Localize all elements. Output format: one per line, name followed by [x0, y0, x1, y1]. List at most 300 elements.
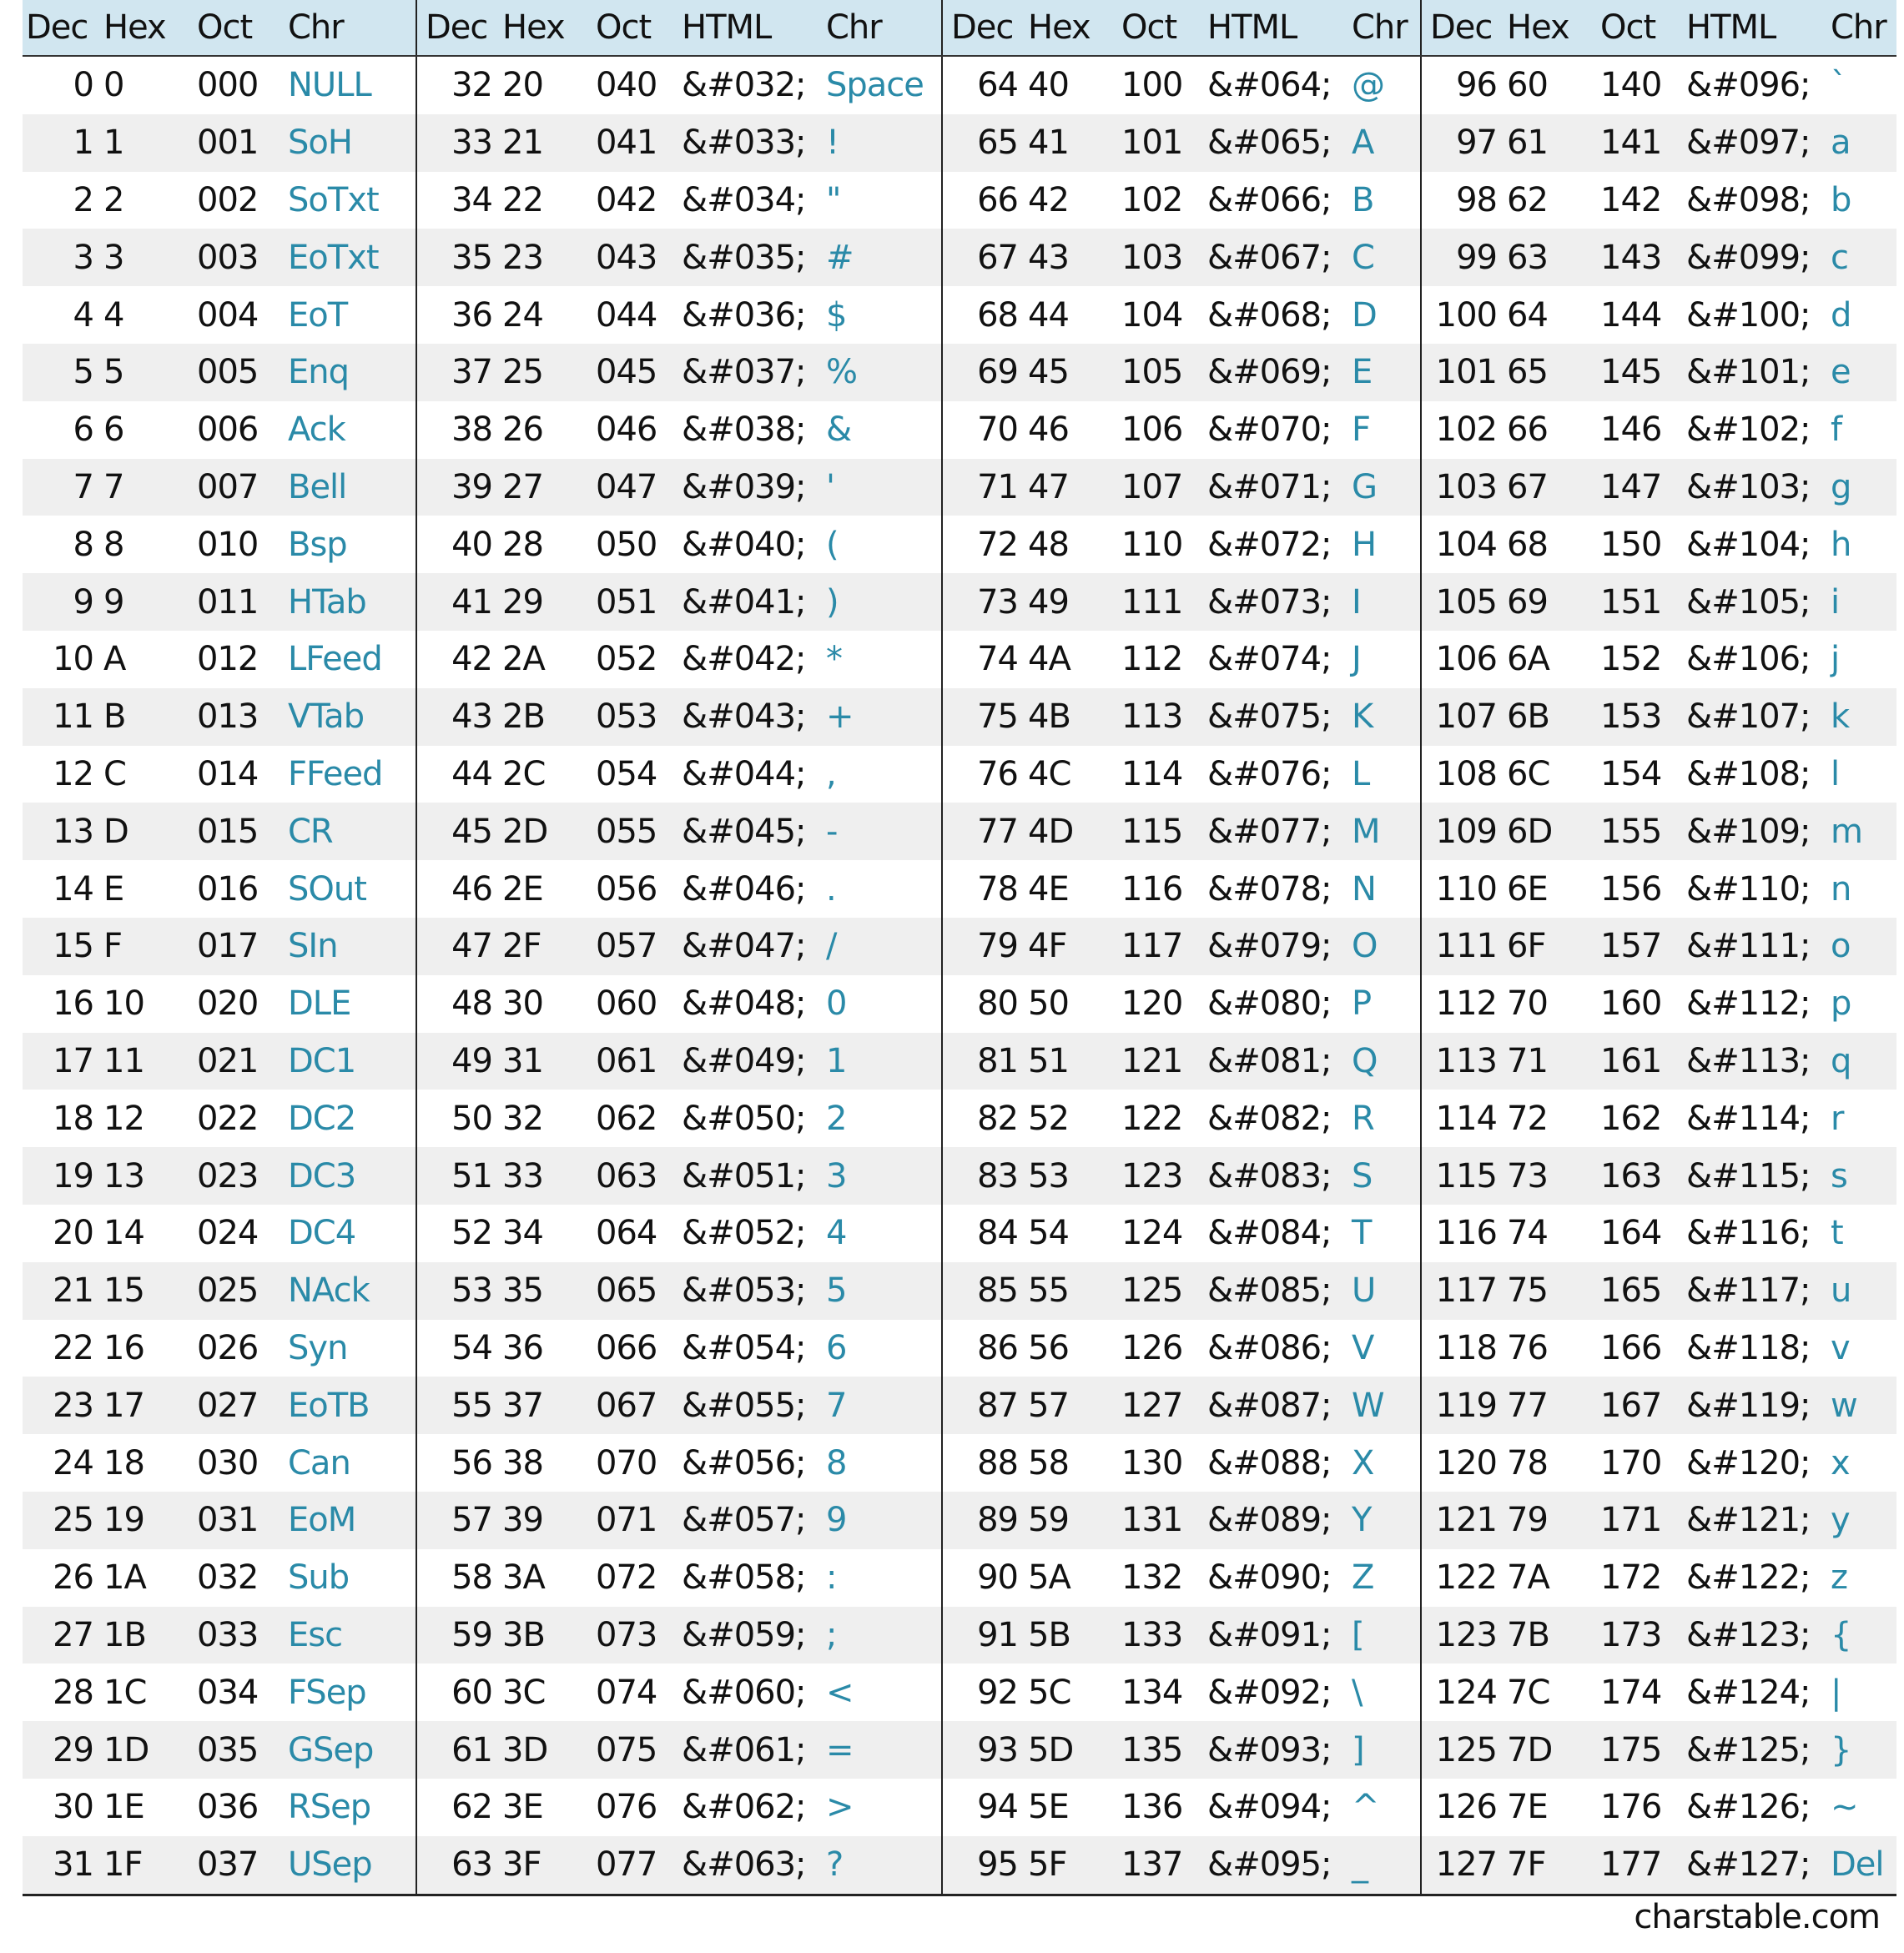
hex-cell: 64 — [1507, 295, 1548, 335]
hex-cell: 58 — [1028, 1443, 1069, 1482]
char-cell: t — [1831, 1214, 1843, 1253]
char-cell: U — [1347, 1262, 1421, 1320]
hex-cell: 1F — [103, 1836, 197, 1895]
dec-cell: 43 — [416, 688, 502, 746]
html-entity-cell: &#065; — [1207, 114, 1347, 172]
hex-cell: 4D — [1028, 803, 1121, 860]
dec-cell: 54 — [416, 1320, 502, 1377]
oct-cell: 014 — [197, 754, 259, 793]
hex-cell: 42 — [1028, 180, 1069, 219]
char-cell: Bsp — [288, 525, 347, 564]
hex-cell: 7 — [103, 459, 197, 516]
char-cell: I — [1347, 573, 1421, 631]
char-cell: ] — [1347, 1721, 1421, 1779]
table-row — [23, 401, 1896, 459]
hex-cell: 0 — [103, 66, 124, 105]
hex-cell: 70 — [1507, 984, 1548, 1024]
char-cell: w — [1826, 1377, 1896, 1434]
html-entity-cell: &#085; — [1207, 1262, 1347, 1320]
hex-cell: 62 — [1507, 180, 1548, 219]
oct-cell: 166 — [1600, 1328, 1662, 1367]
hex-cell: 7D — [1507, 1721, 1600, 1779]
table-row — [23, 573, 1896, 631]
dec-cell: 14 — [53, 869, 93, 909]
hex-cell: 32 — [502, 1099, 543, 1138]
char-cell: d — [1831, 295, 1851, 335]
dec-cell: 60 — [416, 1664, 502, 1721]
char-cell: = — [821, 1721, 942, 1779]
dec-cell: 15 — [23, 918, 103, 975]
oct-cell: 021 — [197, 1033, 283, 1090]
hex-cell: 26 — [502, 410, 543, 450]
oct-cell: 055 — [596, 803, 682, 860]
dec-cell: 41 — [416, 573, 502, 631]
oct-cell: 053 — [596, 688, 682, 746]
dec-cell: 46 — [416, 860, 502, 918]
dec-cell: 101 — [1421, 344, 1507, 401]
dec-cell: 78 — [942, 860, 1028, 918]
table-row — [23, 114, 1896, 172]
html-entity-cell: &#038; — [682, 410, 806, 450]
hex-cell: 5A — [1028, 1558, 1070, 1598]
char-cell: D — [1352, 295, 1377, 335]
char-cell: | — [1831, 1673, 1841, 1712]
table-row — [23, 1090, 1896, 1147]
oct-cell: 071 — [596, 1492, 682, 1549]
dec-cell: 110 — [1421, 860, 1507, 918]
oct-cell: 022 — [197, 1099, 259, 1138]
oct-cell: 043 — [596, 229, 682, 286]
dec-cell: 126 — [1421, 1779, 1507, 1836]
html-entity-cell: &#078; — [1207, 869, 1332, 909]
oct-cell: 033 — [197, 1607, 283, 1664]
hex-cell: 6 — [103, 410, 124, 450]
oct-cell: 007 — [197, 459, 283, 516]
oct-cell: 056 — [596, 869, 657, 909]
char-cell: # — [821, 229, 942, 286]
hex-cell: 27 — [502, 459, 596, 516]
dec-cell: 87 — [942, 1377, 1028, 1434]
oct-cell: 017 — [197, 918, 283, 975]
html-entity-cell: &#072; — [1207, 525, 1332, 564]
hex-cell: 4B — [1028, 688, 1121, 746]
char-cell: 9 — [821, 1492, 942, 1549]
dec-cell: 32 — [416, 56, 502, 114]
oct-cell: 047 — [596, 459, 682, 516]
char-cell: Enq — [283, 344, 416, 401]
column-header-dec: Dec — [416, 0, 502, 56]
hex-cell: 2B — [502, 688, 596, 746]
dec-cell: 26 — [53, 1558, 93, 1598]
oct-cell: 105 — [1121, 344, 1207, 401]
html-entity-cell: &#101; — [1686, 344, 1826, 401]
dec-cell: 13 — [23, 803, 103, 860]
char-cell: z — [1831, 1558, 1847, 1598]
dec-cell: 125 — [1421, 1721, 1507, 1779]
column-header-html: HTML — [682, 0, 821, 56]
oct-cell: 121 — [1121, 1033, 1207, 1090]
char-cell: ? — [821, 1836, 942, 1895]
oct-cell: 147 — [1600, 459, 1686, 516]
table-row — [23, 631, 1896, 688]
html-entity-cell: &#089; — [1207, 1492, 1347, 1549]
oct-cell: 042 — [596, 180, 657, 219]
oct-cell: 003 — [197, 229, 283, 286]
char-cell: b — [1831, 180, 1851, 219]
dec-cell: 47 — [416, 918, 502, 975]
oct-cell: 034 — [197, 1673, 259, 1712]
char-cell: ( — [826, 525, 839, 564]
oct-cell: 135 — [1121, 1721, 1207, 1779]
oct-cell: 125 — [1121, 1262, 1207, 1320]
dec-cell: 122 — [1421, 1549, 1507, 1607]
hex-cell: 63 — [1507, 229, 1600, 286]
oct-cell: 110 — [1121, 525, 1183, 564]
dec-cell: 83 — [942, 1147, 1028, 1205]
dec-cell: 24 — [53, 1443, 93, 1482]
oct-cell: 150 — [1600, 525, 1662, 564]
hex-cell: 1D — [103, 1721, 197, 1779]
hex-cell: 39 — [502, 1492, 596, 1549]
char-cell: GSep — [283, 1721, 416, 1779]
source-credit: charstable.com — [1634, 1898, 1880, 1936]
oct-cell: 016 — [197, 869, 259, 909]
hex-cell: 4A — [1028, 640, 1070, 679]
char-cell: Can — [288, 1443, 350, 1482]
dec-cell: 21 — [23, 1262, 103, 1320]
dec-cell: 52 — [416, 1205, 502, 1262]
dec-cell: 57 — [416, 1492, 502, 1549]
html-entity-cell: &#042; — [682, 640, 806, 679]
html-entity-cell: &#116; — [1686, 1214, 1811, 1253]
dec-cell: 95 — [942, 1836, 1028, 1895]
char-cell: y — [1826, 1492, 1896, 1549]
char-cell: RSep — [288, 1788, 371, 1827]
dec-cell: 61 — [416, 1721, 502, 1779]
oct-cell: 115 — [1121, 803, 1207, 860]
html-entity-cell: &#062; — [682, 1788, 806, 1827]
dec-cell: 8 — [73, 525, 93, 564]
oct-cell: 173 — [1600, 1607, 1686, 1664]
oct-cell: 140 — [1600, 66, 1662, 105]
column-header-hex: Hex — [1028, 0, 1121, 56]
hex-cell: 25 — [502, 344, 596, 401]
char-cell: - — [821, 803, 942, 860]
char-cell: x — [1831, 1443, 1850, 1482]
char-cell: CR — [283, 803, 416, 860]
table-row — [23, 860, 1896, 918]
dec-cell: 34 — [416, 172, 502, 229]
dec-cell: 89 — [942, 1492, 1028, 1549]
column-header-hex: Hex — [502, 0, 596, 56]
hex-cell: 17 — [103, 1377, 197, 1434]
html-entity-cell: &#059; — [682, 1607, 821, 1664]
dec-cell: 42 — [416, 631, 502, 688]
dec-cell: 51 — [416, 1147, 502, 1205]
html-entity-cell: &#082; — [1207, 1099, 1332, 1138]
char-cell: 8 — [826, 1443, 847, 1482]
dec-cell: 6 — [73, 410, 93, 450]
dec-cell: 114 — [1421, 1090, 1507, 1147]
oct-cell: 117 — [1121, 918, 1207, 975]
hex-cell: 5 — [103, 344, 197, 401]
hex-cell: 50 — [1028, 984, 1069, 1024]
dec-cell: 109 — [1421, 803, 1507, 860]
dec-cell: 88 — [942, 1434, 1028, 1492]
hex-cell: 20 — [502, 66, 543, 105]
hex-cell: 53 — [1028, 1147, 1121, 1205]
dec-cell: 82 — [942, 1090, 1028, 1147]
oct-cell: 176 — [1600, 1788, 1662, 1827]
html-entity-cell: &#069; — [1207, 344, 1347, 401]
char-cell: NULL — [288, 66, 371, 105]
oct-cell: 127 — [1121, 1377, 1207, 1434]
dec-cell: 93 — [942, 1721, 1028, 1779]
table-row — [23, 1721, 1896, 1779]
char-cell: 3 — [821, 1147, 942, 1205]
hex-cell: 5C — [1028, 1673, 1071, 1712]
oct-cell: 031 — [197, 1492, 283, 1549]
html-entity-cell: &#076; — [1207, 754, 1332, 793]
dec-cell: 44 — [416, 746, 502, 803]
hex-cell: 54 — [1028, 1214, 1069, 1253]
char-cell: l — [1831, 754, 1840, 793]
oct-cell: 025 — [197, 1262, 283, 1320]
char-cell: 0 — [826, 984, 847, 1024]
column-header-chr: Chr — [1826, 0, 1896, 56]
column-header-hex: Hex — [103, 0, 197, 56]
char-cell: 1 — [821, 1033, 942, 1090]
html-entity-cell: &#034; — [682, 180, 806, 219]
dec-cell: 97 — [1421, 114, 1507, 172]
dec-cell: 27 — [23, 1607, 103, 1664]
char-cell: ; — [821, 1607, 942, 1664]
char-cell: ) — [821, 573, 942, 631]
char-cell: NAck — [283, 1262, 416, 1320]
char-cell: VTab — [283, 688, 416, 746]
hex-cell: 2F — [502, 918, 596, 975]
oct-cell: 122 — [1121, 1099, 1183, 1138]
oct-cell: 063 — [596, 1147, 682, 1205]
dec-cell: 76 — [942, 746, 1028, 803]
oct-cell: 112 — [1121, 640, 1183, 679]
char-cell: T — [1352, 1214, 1372, 1253]
hex-cell: 35 — [502, 1262, 596, 1320]
char-cell: & — [826, 410, 852, 450]
html-entity-cell: &#090; — [1207, 1558, 1332, 1598]
oct-cell: 045 — [596, 344, 682, 401]
html-entity-cell: &#081; — [1207, 1033, 1347, 1090]
html-entity-cell: &#086; — [1207, 1328, 1332, 1367]
hex-cell: 6D — [1507, 803, 1600, 860]
char-cell: F — [1352, 410, 1371, 450]
dec-cell: 33 — [416, 114, 502, 172]
table-row — [23, 1836, 1896, 1895]
html-entity-cell: &#083; — [1207, 1147, 1347, 1205]
dec-cell: 85 — [942, 1262, 1028, 1320]
hex-cell: 57 — [1028, 1377, 1121, 1434]
hex-cell: 7C — [1507, 1673, 1550, 1712]
oct-cell: 060 — [596, 984, 657, 1024]
dec-cell: 64 — [942, 56, 1028, 114]
dec-cell: 62 — [416, 1779, 502, 1836]
oct-cell: 023 — [197, 1147, 283, 1205]
hex-cell: 72 — [1507, 1099, 1548, 1138]
char-cell: { — [1826, 1607, 1896, 1664]
oct-cell: 072 — [596, 1558, 657, 1598]
dec-cell: 79 — [942, 918, 1028, 975]
dec-cell: 67 — [942, 229, 1028, 286]
oct-cell: 076 — [596, 1788, 657, 1827]
html-entity-cell: &#048; — [682, 984, 806, 1024]
html-entity-cell: &#120; — [1686, 1443, 1811, 1482]
char-cell: Sub — [288, 1558, 350, 1598]
html-entity-cell: &#079; — [1207, 918, 1347, 975]
char-cell: K — [1347, 688, 1421, 746]
char-cell: _ — [1347, 1836, 1421, 1895]
oct-cell: 162 — [1600, 1099, 1662, 1138]
dec-cell: 113 — [1421, 1033, 1507, 1090]
dec-cell: 119 — [1421, 1377, 1507, 1434]
html-entity-cell: &#100; — [1686, 295, 1811, 335]
hex-cell: 40 — [1028, 66, 1069, 105]
char-cell: . — [826, 869, 836, 909]
hex-cell: 14 — [103, 1214, 144, 1253]
html-entity-cell: &#075; — [1207, 688, 1347, 746]
oct-cell: 041 — [596, 114, 682, 172]
table-row — [23, 1033, 1896, 1090]
hex-cell: 28 — [502, 525, 543, 564]
column-header-chr: Chr — [821, 0, 942, 56]
html-entity-cell: &#104; — [1686, 525, 1811, 564]
hex-cell: 49 — [1028, 573, 1121, 631]
column-header-html: HTML — [1207, 0, 1347, 56]
char-cell: o — [1826, 918, 1896, 975]
dec-cell: 11 — [23, 688, 103, 746]
dec-cell: 12 — [53, 754, 93, 793]
html-entity-cell: &#068; — [1207, 295, 1332, 335]
ascii-table — [23, 0, 1896, 1896]
dec-cell: 58 — [416, 1549, 502, 1607]
char-cell: S — [1347, 1147, 1421, 1205]
oct-cell: 050 — [596, 525, 657, 564]
oct-cell: 077 — [596, 1836, 682, 1895]
oct-cell: 130 — [1121, 1443, 1183, 1482]
dec-cell: 20 — [53, 1214, 93, 1253]
dec-cell: 30 — [53, 1788, 93, 1827]
hex-cell: 9 — [103, 573, 197, 631]
html-entity-cell: &#054; — [682, 1328, 806, 1367]
oct-cell: 101 — [1121, 114, 1207, 172]
dec-cell: 65 — [942, 114, 1028, 172]
oct-cell: 154 — [1600, 754, 1662, 793]
dec-cell: 107 — [1421, 688, 1507, 746]
html-entity-cell: &#041; — [682, 573, 821, 631]
html-entity-cell: &#050; — [682, 1099, 806, 1138]
dec-cell: 10 — [53, 640, 93, 679]
html-entity-cell: &#087; — [1207, 1377, 1347, 1434]
hex-cell: 43 — [1028, 229, 1121, 286]
hex-cell: 65 — [1507, 344, 1600, 401]
char-cell: + — [821, 688, 942, 746]
char-cell: 6 — [826, 1328, 847, 1367]
html-entity-cell: &#098; — [1686, 180, 1811, 219]
dec-cell: 106 — [1421, 631, 1507, 688]
html-entity-cell: &#067; — [1207, 229, 1347, 286]
html-entity-cell: &#123; — [1686, 1607, 1826, 1664]
oct-cell: 171 — [1600, 1492, 1686, 1549]
char-cell: A — [1347, 114, 1421, 172]
html-entity-cell: &#084; — [1207, 1214, 1332, 1253]
hex-cell: 74 — [1507, 1214, 1548, 1253]
dec-cell: 37 — [416, 344, 502, 401]
dec-cell: 84 — [942, 1205, 1028, 1262]
char-cell: ' — [821, 459, 942, 516]
oct-cell: 013 — [197, 688, 283, 746]
char-cell: % — [821, 344, 942, 401]
char-cell: " — [826, 180, 841, 219]
dec-cell: 28 — [53, 1673, 93, 1712]
oct-cell: 075 — [596, 1721, 682, 1779]
dec-cell: 50 — [416, 1090, 502, 1147]
dec-cell: 16 — [53, 984, 93, 1024]
dec-cell: 77 — [942, 803, 1028, 860]
oct-cell: 102 — [1121, 180, 1183, 219]
html-entity-cell: &#053; — [682, 1262, 821, 1320]
html-entity-cell: &#045; — [682, 803, 821, 860]
table-row — [23, 286, 1896, 344]
char-cell: R — [1352, 1099, 1374, 1138]
hex-cell: 5F — [1028, 1836, 1121, 1895]
html-entity-cell: &#070; — [1207, 410, 1332, 450]
html-entity-cell: &#080; — [1207, 984, 1332, 1024]
table-row — [23, 1262, 1896, 1320]
column-header-oct: Oct — [197, 0, 283, 56]
html-entity-cell: &#122; — [1686, 1558, 1811, 1598]
oct-cell: 064 — [596, 1214, 657, 1253]
char-cell: C — [1347, 229, 1421, 286]
hex-cell: 6E — [1507, 869, 1548, 909]
oct-cell: 052 — [596, 640, 657, 679]
dec-cell: 55 — [416, 1377, 502, 1434]
char-cell: SoH — [283, 114, 416, 172]
html-entity-cell: &#093; — [1207, 1721, 1347, 1779]
char-cell: n — [1831, 869, 1851, 909]
char-cell: c — [1826, 229, 1896, 286]
hex-cell: 4 — [103, 295, 124, 335]
char-cell: Esc — [283, 1607, 416, 1664]
table-row — [23, 918, 1896, 975]
dec-cell: 49 — [416, 1033, 502, 1090]
dec-cell: 2 — [73, 180, 93, 219]
oct-cell: 155 — [1600, 803, 1686, 860]
oct-cell: 114 — [1121, 754, 1183, 793]
oct-cell: 116 — [1121, 869, 1183, 909]
oct-cell: 100 — [1121, 66, 1183, 105]
char-cell: EoM — [283, 1492, 416, 1549]
hex-cell: 1B — [103, 1607, 197, 1664]
char-cell: 2 — [826, 1099, 847, 1138]
hex-cell: 56 — [1028, 1328, 1069, 1367]
hex-cell: 38 — [502, 1443, 543, 1482]
hex-cell: 69 — [1507, 573, 1600, 631]
oct-cell: 046 — [596, 410, 657, 450]
html-entity-cell: &#125; — [1686, 1721, 1826, 1779]
dec-cell: 39 — [416, 459, 502, 516]
html-entity-cell: &#111; — [1686, 918, 1826, 975]
hex-cell: 59 — [1028, 1492, 1121, 1549]
hex-cell: 10 — [103, 984, 144, 1024]
